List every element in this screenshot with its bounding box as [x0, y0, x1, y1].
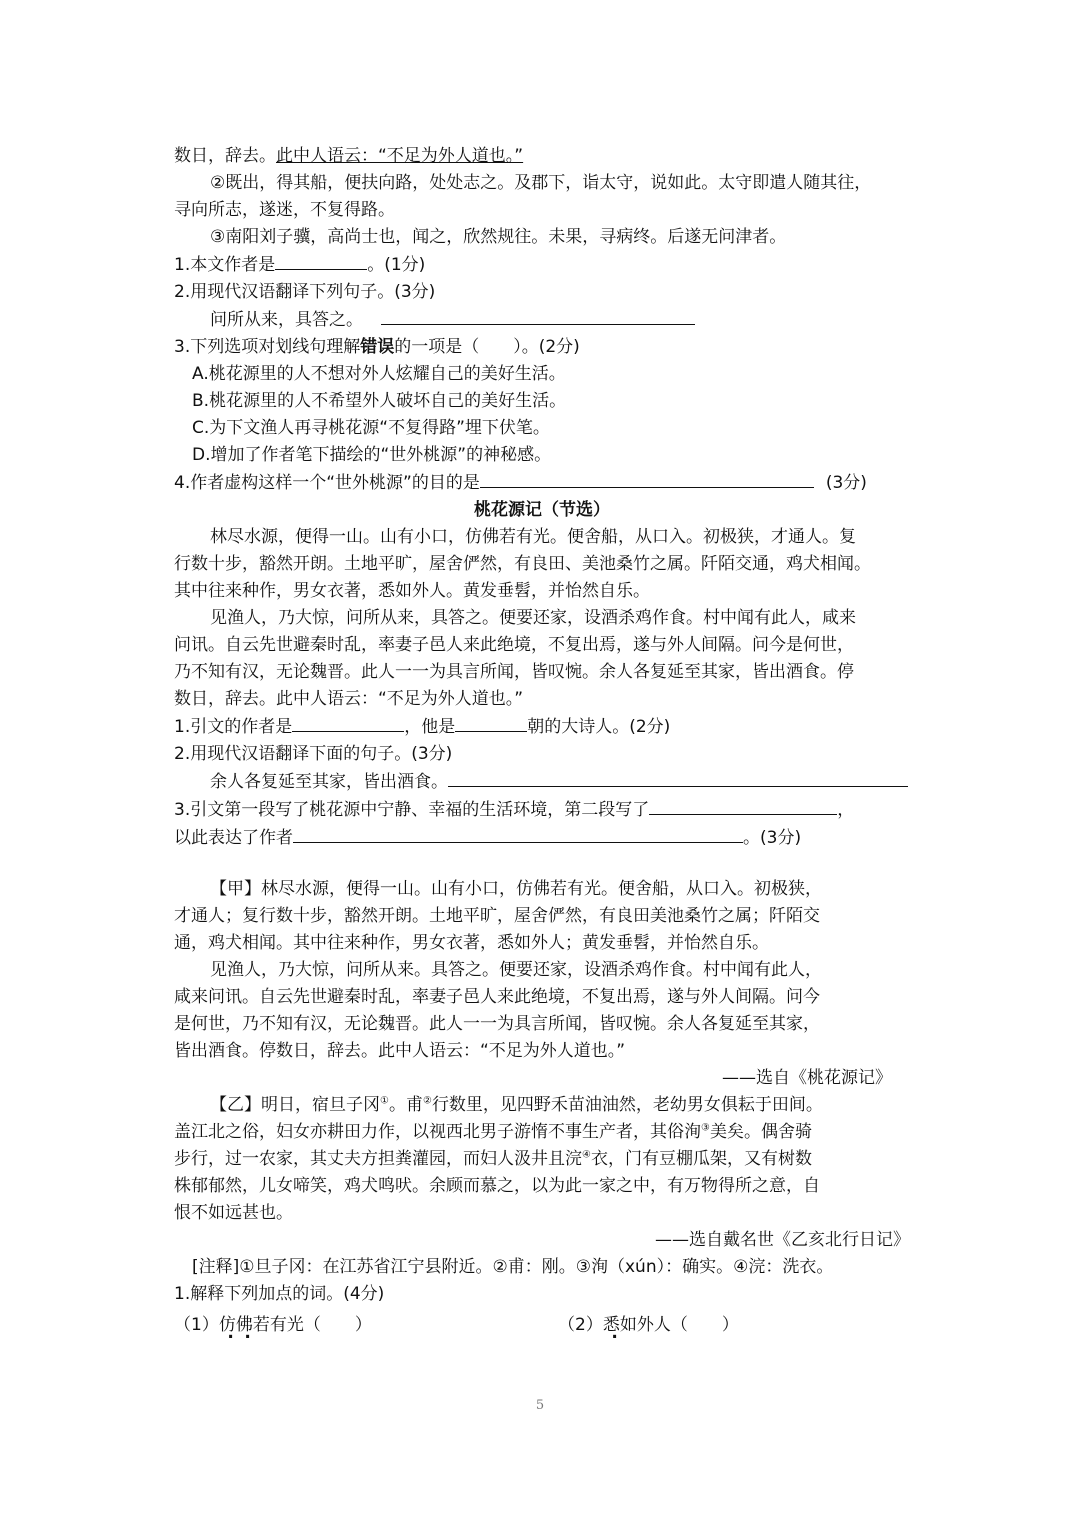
text-span: 盖江北之俗，妇女亦耕田力作，以视西北男子游惰不事生产者，其俗洵	[174, 1122, 701, 1142]
text-line: 行数十步，豁然开朗。土地平旷，屋舍俨然，有良田、美池桑竹之属。阡陌交通，鸡犬相闻。	[174, 554, 871, 574]
text-line: 是何世，乃不知有汉，无论魏晋。此人一一为具言所闻，皆叹惋。余人各复延至其家，	[174, 1014, 820, 1034]
answer-blank[interactable]	[455, 713, 527, 732]
question-2: 2.用现代汉语翻译下面的句子。(3分)	[174, 744, 453, 764]
dotted-char: 仿	[218, 1315, 236, 1335]
text-span: 4.作者虚构这样一个“世外桃源”的目的是	[174, 473, 480, 493]
text-line: 通，鸡犬相闻。其中往来种作，男女衣著，悉如外人；黄发垂髫，并怡然自乐。	[174, 933, 769, 953]
question-4	[174, 469, 910, 497]
text-span: 衣，门有豆棚瓜架，又有树数	[590, 1149, 812, 1169]
answer-blank[interactable]	[292, 713, 404, 732]
text-line: 其中往来种作，男女衣著，悉如外人。黄发垂髫，并怡然自乐。	[174, 581, 650, 601]
option-a[interactable]: A.桃花源里的人不想对外人炫耀自己的美好生活。	[192, 364, 566, 384]
answer-blank[interactable]	[448, 768, 908, 787]
text-span: 。(3分)	[743, 828, 802, 848]
document-content	[174, 143, 910, 1339]
text-span: ，他是	[404, 717, 456, 737]
text-span: 余人各复延至其家，皆出酒食。	[210, 772, 448, 792]
text-span: 【乙】明日，宿旦子冈	[210, 1095, 380, 1115]
dotted-char: 悉	[602, 1315, 620, 1335]
source-citation: ——选自戴名世《乙亥北行日记》	[655, 1230, 910, 1250]
translate-sentence	[174, 306, 910, 334]
text-line: 【甲】林尽水源，便得一山。山有小口，仿佛若有光。便舍船，从口入。初极狭，	[210, 879, 822, 899]
text-span: ，	[837, 800, 855, 820]
text-line: 乃不知有汉，无论魏晋。此人一一为具言所闻，皆叹惋。余人各复延至其家，皆出酒食。停	[174, 662, 854, 682]
footnote-marker: ③	[701, 1122, 710, 1134]
question-3	[174, 334, 910, 361]
answer-blank[interactable]	[293, 824, 743, 843]
question-1	[174, 713, 910, 741]
option-d[interactable]: D.增加了作者笔下描绘的“世外桃源”的神秘感。	[192, 445, 552, 465]
underlined-sentence: 此中人语云：“不足为外人道也。”	[276, 146, 524, 166]
text-line: 咸来问讯。自云先世避秦时乱，率妻子邑人来此绝境，不复出焉，遂与外人间隔。问今	[174, 987, 820, 1007]
text-line: 皆出酒食。停数日，辞去。此中人语云：“不足为外人道也。”	[174, 1041, 626, 1061]
text-span: 若有光（ ）	[252, 1315, 372, 1335]
text-line: 才通人；复行数十步，豁然开朗。土地平旷，屋舍俨然，有良田美池桑竹之属；阡陌交	[174, 906, 820, 926]
dotted-char: 佛	[235, 1315, 253, 1335]
sub-questions	[174, 1312, 910, 1339]
text-line: 见渔人，乃大惊，问所从来，具答之。便要还家，设酒杀鸡作食。村中闻有此人，咸来	[210, 608, 856, 628]
text-line: ③南阳刘子骥，高尚士也，闻之，欣然规往。未果，寻病终。后遂无问津者。	[210, 227, 787, 247]
text-line	[174, 1146, 910, 1173]
annotation-note: [注释]①旦子冈：在江苏省江宁县附近。②甫：刚。③洵（xún）：确实。④浣：洗衣。	[192, 1257, 834, 1277]
translate-sentence	[174, 768, 910, 796]
footnote-marker: ④	[582, 1149, 591, 1161]
text-line: 问讯。自云先世避秦时乱，率妻子邑人来此绝境，不复出焉，遂与外人间隔。问今是何世，	[174, 635, 854, 655]
text-line: 数日，辞去。此中人语云：“不足为外人道也。”	[174, 689, 524, 709]
text-line: ②既出，得其船，便扶向路，处处志之。及郡下，诣太守，说如此。太守即遣人随其往，	[210, 173, 872, 193]
text-line: 寻向所志，遂迷，不复得路。	[174, 200, 395, 220]
text-span: 。(1分)	[367, 255, 426, 275]
text-span: 以此表达了作者	[174, 828, 293, 848]
footnote-marker: ①	[380, 1095, 389, 1107]
section-title: 桃花源记（节选）	[474, 500, 610, 520]
text-line: 恨不如远甚也。	[174, 1203, 293, 1223]
emphasis-text: 错误	[360, 337, 395, 357]
text-span: （1）	[174, 1315, 219, 1335]
text-span: 如外人（ ）	[619, 1315, 739, 1335]
question-1	[174, 251, 910, 279]
question-3	[174, 796, 910, 824]
text-line: 见渔人，乃大惊，问所从来。具答之。便要还家，设酒杀鸡作食。村中闻有此人，	[210, 960, 822, 980]
text-span: 的一项是（ ）。(2分)	[394, 337, 580, 357]
option-c[interactable]: C.为下文渔人再寻桃花源“不复得路”埋下伏笔。	[192, 418, 550, 438]
text-span: 美矣。偶舍骑	[709, 1122, 812, 1142]
sub-question-2	[558, 1312, 739, 1339]
text-span: 3.下列选项对划线句理解	[174, 337, 361, 357]
text-line	[174, 1092, 910, 1119]
question-3-cont	[174, 824, 910, 852]
answer-blank[interactable]	[649, 796, 837, 815]
text-line: 株郁郁然，儿女啼笑，鸡犬鸣吠。余顾而慕之，以为此一家之中，有万物得所之意，自	[174, 1176, 820, 1196]
text-span: 数日，辞去。	[174, 146, 276, 166]
text-span: 行数里，见四野禾苗油油然，老幼男女俱耘于田间。	[431, 1095, 823, 1115]
text-line	[174, 1119, 910, 1146]
source-citation: ——选自《桃花源记》	[722, 1068, 892, 1088]
text-span: 。甫	[388, 1095, 423, 1115]
answer-blank[interactable]	[275, 251, 367, 270]
answer-blank[interactable]	[381, 306, 695, 325]
question-2: 2.用现代汉语翻译下列句子。(3分)	[174, 282, 436, 302]
sub-question-1	[174, 1312, 558, 1339]
footnote-marker: ②	[422, 1095, 432, 1107]
text-span: （2）	[558, 1315, 603, 1335]
text-span: 问所从来，具答之。	[210, 310, 363, 330]
text-line	[174, 143, 910, 170]
text-line: 林尽水源，便得一山。山有小口，仿佛若有光。便舍船，从口入。初极狭，才通人。复	[210, 527, 856, 547]
answer-blank[interactable]	[480, 469, 814, 488]
text-span: 3.引文第一段写了桃花源中宁静、幸福的生活环境，第二段写了	[174, 800, 650, 820]
question-1: 1.解释下列加点的词。(4分)	[174, 1284, 385, 1304]
text-span: 1.引文的作者是	[174, 717, 293, 737]
text-span: (3分)	[825, 473, 867, 493]
text-span: 1.本文作者是	[174, 255, 276, 275]
option-b[interactable]: B.桃花源里的人不希望外人破坏自己的美好生活。	[192, 391, 567, 411]
page-number: 5	[535, 1398, 545, 1413]
text-span: 步行，过一农家，其丈夫方担粪灌园，而妇人汲井且浣	[174, 1149, 582, 1169]
text-span: 朝的大诗人。(2分)	[527, 717, 671, 737]
